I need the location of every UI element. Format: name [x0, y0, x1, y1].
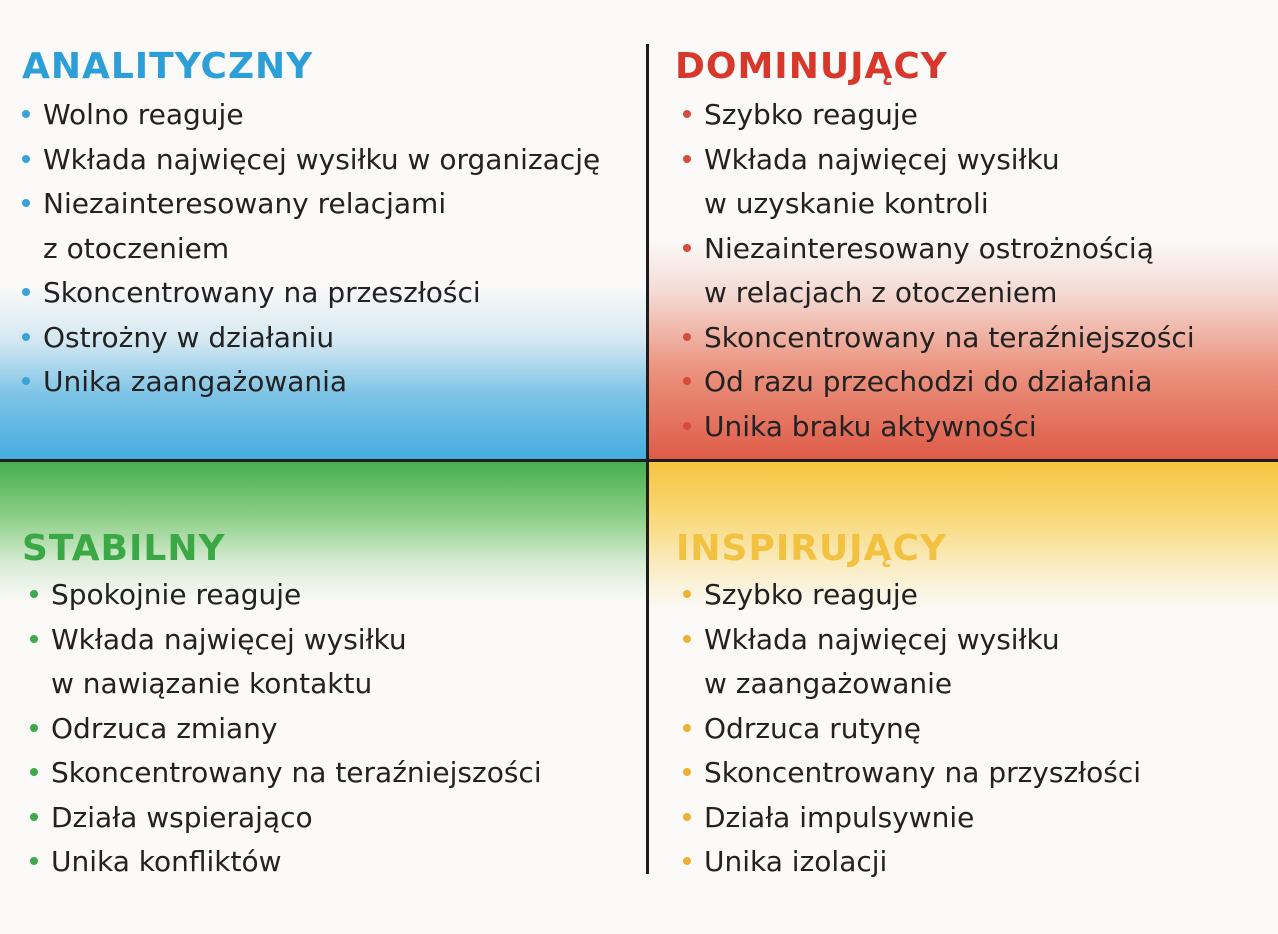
bullet-dot-icon [30, 635, 38, 643]
bullet-dot-icon [30, 724, 38, 732]
bullet-dot-icon [683, 857, 691, 865]
bullet-dot-icon [683, 244, 691, 252]
analytical-traits-list [22, 93, 600, 405]
inspiring-trait-line: Unika izolacji [704, 845, 888, 878]
inspiring-trait-line: w zaangażowanie [704, 667, 953, 700]
dominant-trait-line: Niezainteresowany ostrożnością [704, 231, 1154, 265]
bullet-dot-icon [22, 110, 30, 118]
stable-trait-item [30, 840, 542, 885]
bullet-dot-icon [30, 813, 38, 821]
stable-trait-line: Skoncentrowany na teraźniejszości [51, 756, 542, 789]
dominant-trait-line: Skoncentrowany na teraźniejszości [704, 320, 1195, 354]
bullet-dot-icon [22, 377, 30, 385]
inspiring-trait-line: Odrzuca rutynę [704, 711, 921, 745]
dominant-trait-line: Od razu przechodzi do działania [704, 365, 1153, 398]
stable-trait-item [30, 573, 542, 618]
dominant-trait-item [683, 360, 1195, 405]
bullet-dot-icon [22, 155, 30, 163]
bullet-dot-icon [22, 333, 30, 341]
analytical-trait-line: Unika zaangażowania [43, 365, 348, 398]
dominant-trait-item [683, 138, 1195, 227]
stable-trait-line: Unika konfliktów [51, 845, 282, 878]
dominant-trait-line: w uzyskanie kontroli [704, 187, 989, 220]
bullet-dot-icon [22, 199, 30, 207]
analytical-trait-line: Niezainteresowany relacjami [43, 187, 447, 220]
analytical-title: ANALITYCZNY [22, 46, 314, 87]
dominant-trait-item [683, 227, 1195, 316]
bullet-dot-icon [683, 635, 691, 643]
dominant-trait-item [683, 405, 1195, 450]
bullet-dot-icon [22, 288, 30, 296]
inspiring-trait-item [683, 618, 1141, 707]
inspiring-trait-item [683, 751, 1141, 796]
analytical-trait-item [22, 138, 600, 183]
stable-traits-list [30, 573, 542, 885]
dominant-trait-line: Unika braku aktywności [704, 409, 1037, 443]
analytical-trait-item [22, 316, 600, 361]
analytical-trait-line: Ostrożny w działaniu [43, 320, 335, 354]
bullet-dot-icon [683, 377, 691, 385]
inspiring-trait-line: Szybko reaguje [704, 578, 918, 611]
dominant-title: DOMINUJĄCY [675, 46, 948, 87]
stable-trait-item [30, 618, 542, 707]
inspiring-trait-item [683, 573, 1141, 618]
bullet-dot-icon [683, 590, 691, 598]
analytical-trait-item [22, 271, 600, 316]
analytical-trait-line: Wolno reaguje [43, 98, 244, 131]
horizontal-axis-divider [0, 459, 1278, 462]
stable-trait-line: Wkłada najwięcej wysiłku [51, 622, 407, 656]
inspiring-trait-item [683, 796, 1141, 841]
dominant-traits-list [683, 93, 1195, 449]
analytical-trait-line: Wkłada najwięcej wysiłku w organizację [43, 142, 601, 176]
bullet-dot-icon [30, 590, 38, 598]
bullet-dot-icon [683, 813, 691, 821]
dominant-trait-line: w relacjach z otoczeniem [704, 276, 1058, 309]
stable-trait-item [30, 751, 542, 796]
inspiring-trait-item [683, 707, 1141, 752]
bullet-dot-icon [683, 155, 691, 163]
inspiring-title: INSPIRUJĄCY [676, 528, 947, 569]
analytical-trait-item [22, 93, 600, 138]
stable-trait-line: Odrzuca zmiany [51, 711, 278, 745]
inspiring-trait-line: Działa impulsywnie [704, 800, 975, 834]
dominant-trait-item [683, 93, 1195, 138]
dominant-trait-line: Szybko reaguje [704, 98, 918, 131]
bullet-dot-icon [683, 333, 691, 341]
stable-trait-item [30, 796, 542, 841]
stable-trait-line: Spokojnie reaguje [51, 578, 302, 611]
bullet-dot-icon [683, 110, 691, 118]
analytical-trait-item [22, 360, 600, 405]
analytical-trait-line: Skoncentrowany na przeszłości [43, 276, 481, 309]
inspiring-trait-line: Wkłada najwięcej wysiłku [704, 622, 1060, 656]
analytical-trait-item [22, 182, 600, 271]
stable-trait-item [30, 707, 542, 752]
dominant-trait-item [683, 316, 1195, 361]
stable-trait-line: w nawiązanie kontaktu [51, 667, 373, 700]
inspiring-trait-line: Skoncentrowany na przyszłości [704, 756, 1142, 789]
inspiring-trait-item [683, 840, 1141, 885]
bullet-dot-icon [683, 724, 691, 732]
stable-title: STABILNY [22, 528, 226, 569]
bullet-dot-icon [683, 768, 691, 776]
bullet-dot-icon [683, 422, 691, 430]
inspiring-traits-list [683, 573, 1141, 885]
analytical-trait-line: z otoczeniem [43, 231, 230, 265]
dominant-trait-line: Wkłada najwięcej wysiłku [704, 142, 1060, 176]
bullet-dot-icon [30, 857, 38, 865]
stable-trait-line: Działa wspierająco [51, 800, 313, 834]
bullet-dot-icon [30, 768, 38, 776]
